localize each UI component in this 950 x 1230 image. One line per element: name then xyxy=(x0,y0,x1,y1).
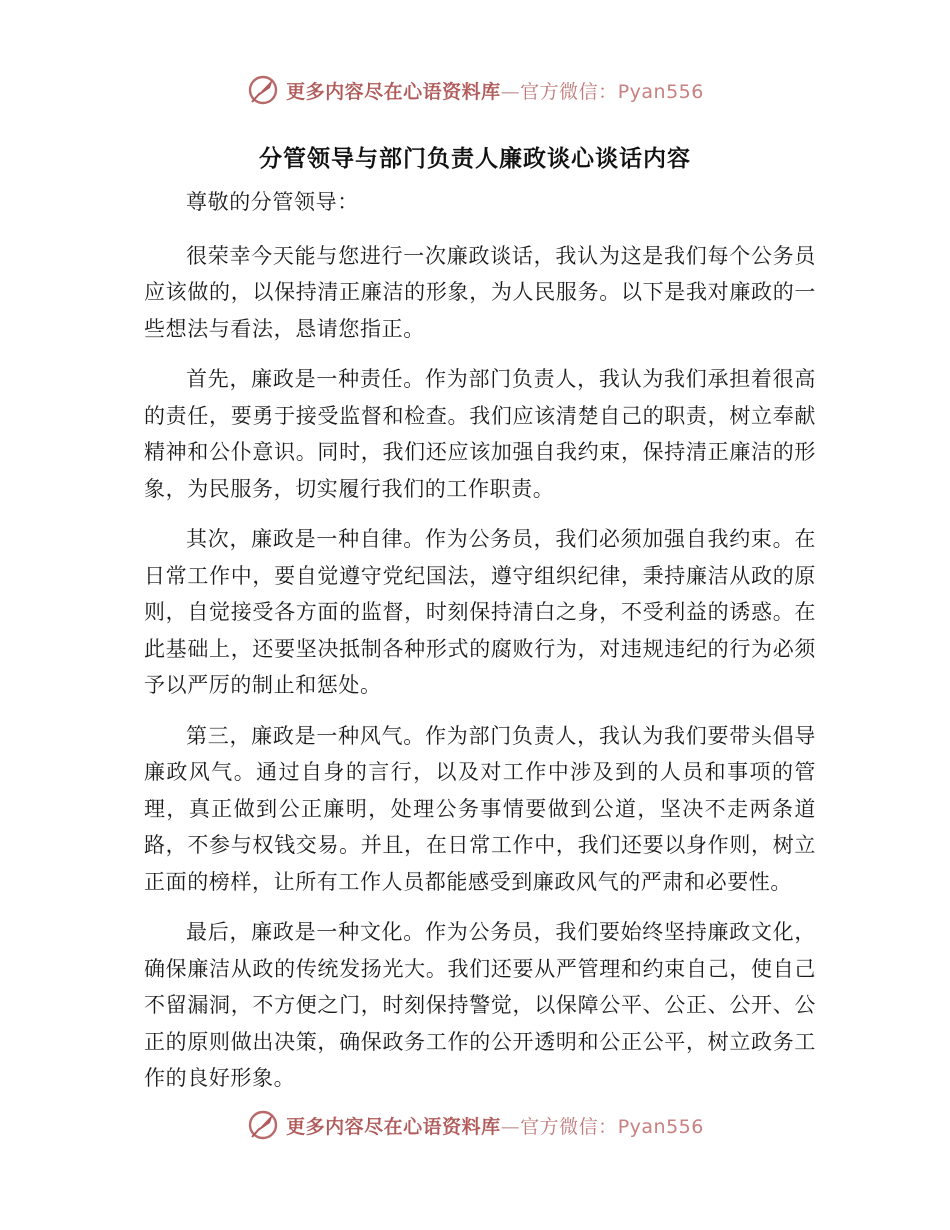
banner-dash: — xyxy=(500,1115,521,1138)
header-banner xyxy=(0,70,950,110)
document-title: 分管领导与部门负责人廉政谈心谈话内容 xyxy=(259,145,691,172)
document-body xyxy=(144,184,816,1111)
banner-text xyxy=(286,77,704,104)
banner-brand: 更多内容尽在心语资料库 xyxy=(286,1115,501,1138)
salutation: 尊敬的分管领导： xyxy=(186,190,359,214)
paragraph-responsibility: 首先，廉政是一种责任。作为部门负责人，我认为我们承担着很高的责任，要勇于接受监督和检查。我们应该清楚自己的职责，树立奉献精神和公仆意识。同时，我们还应该加强自我约束，保持清正廉洁的形象，为民服务，切实履行我们的工作职责。 xyxy=(144,367,816,501)
paragraph-intro: 很荣幸今天能与您进行一次廉政谈话，我认为这是我们每个公务员应该做的，以保持清正廉洁的形象，为人民服务。以下是我对廉政的一些想法与看法，恳请您指正。 xyxy=(144,243,816,341)
paragraph-culture: 最后，廉政是一种文化。作为公务员，我们要始终坚持廉政文化，确保廉洁从政的传统发扬光大。我们还要从严管理和约束自己，使自己不留漏洞，不方便之门，时刻保持警觉，以保障公平、公正、公开、公正的原则做出决策，确保政务工作的公开透明和公正公平，树立政务工作的良好形象。 xyxy=(144,920,816,1090)
footer-banner xyxy=(0,1105,950,1145)
banner-wechat-id: Pyan556 xyxy=(617,80,704,103)
banner-text xyxy=(286,1112,704,1139)
banner-wechat-id: Pyan556 xyxy=(617,1115,704,1138)
quill-logo-icon xyxy=(246,1108,280,1142)
paragraph-atmosphere: 第三，廉政是一种风气。作为部门负责人，我认为我们要带头倡导廉政风气。通过自身的言行，以及对工作中涉及到的人员和事项的管理，真正做到公正廉明，处理公务事情要做到公道，坚决不走两条道路，不参与权钱交易。并且，在日常工作中，我们还要以身作则，树立正面的榜样，让所有工作人员都能感受到廉政风气的严肃和必要性。 xyxy=(144,723,816,894)
banner-dash: — xyxy=(500,80,521,103)
quill-logo-icon xyxy=(246,73,280,107)
paragraph-self-discipline: 其次，廉政是一种自律。作为公务员，我们必须加强自我约束。在日常工作中，要自觉遵守党纪国法，遵守组织纪律，秉持廉洁从政的原则，自觉接受各方面的监督，时刻保持清白之身，不受利益的诱惑。在此基础上，还要坚决抵制各种形式的腐败行为，对违规违纪的行为必须予以严厉的制止和惩处。 xyxy=(144,527,816,697)
banner-wechat-label: 官方微信： xyxy=(520,1115,618,1138)
banner-wechat-label: 官方微信： xyxy=(520,80,618,103)
banner-brand: 更多内容尽在心语资料库 xyxy=(286,80,501,103)
